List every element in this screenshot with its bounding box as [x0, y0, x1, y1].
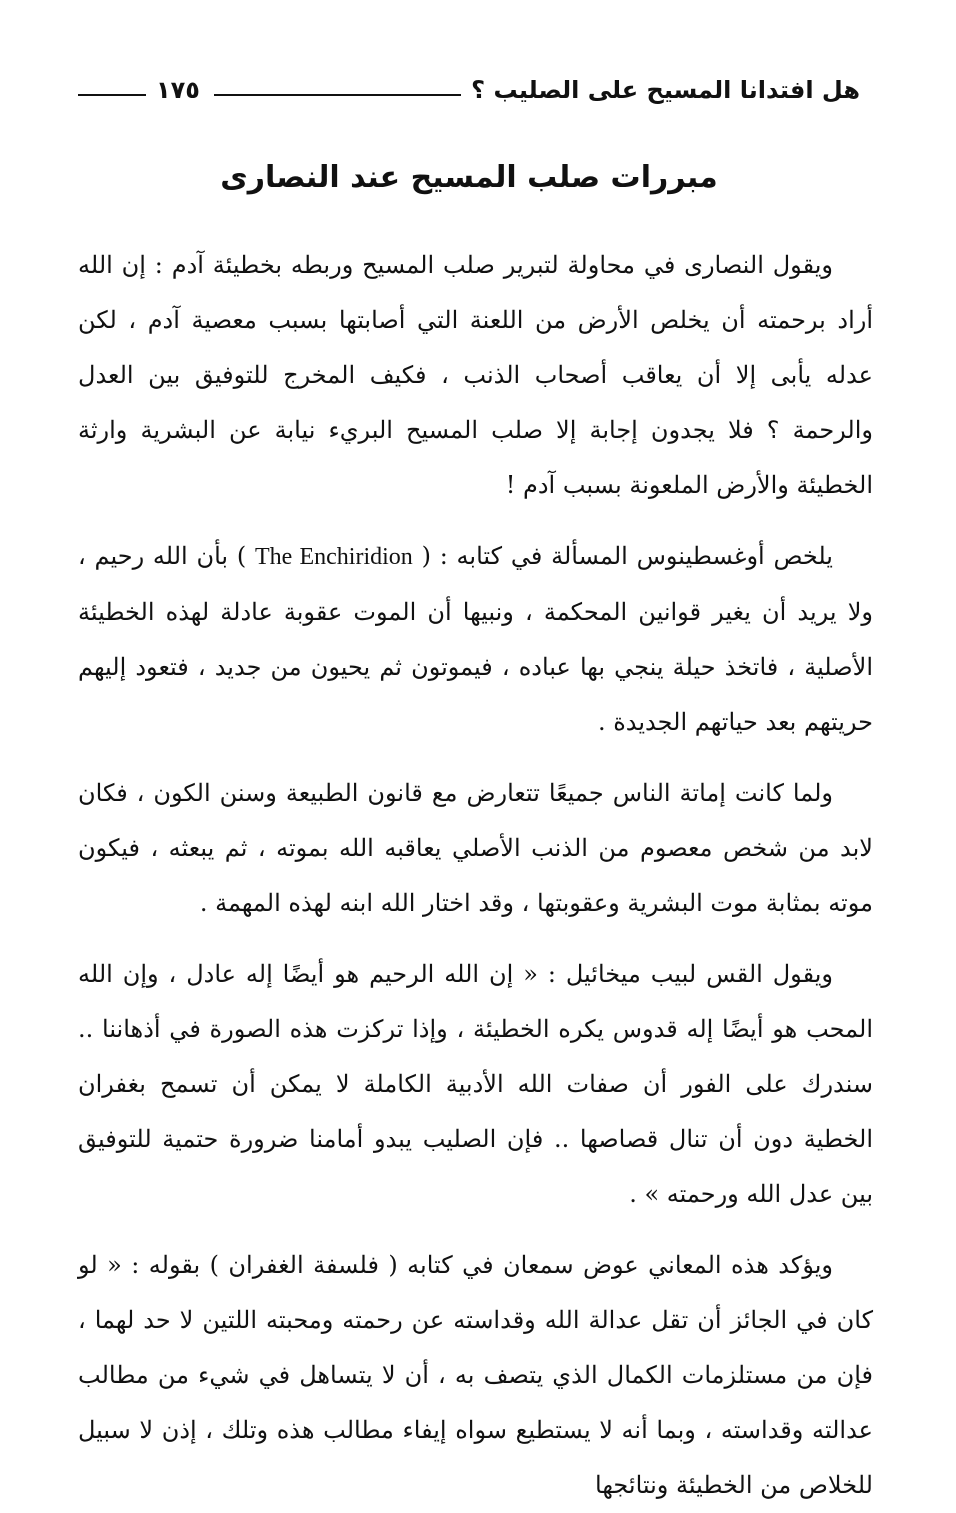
running-header-title: هل افتدانا المسيح على الصليب ؟ [471, 76, 860, 104]
paragraph: ويقول النصارى في محاولة لتبرير صلب المسيح وربطه بخطيئة آدم : إن الله أراد برحمته أن يخلص الأرض من اللعنة التي أصابتها بسبب معصية آدم ، لكن عدله يأبى إلا أن يعاقب أصحاب الذنب ، فكيف المخرج للتوفيق بين العدل والرحمة ؟ فلا يجدون إجابة إلا صلب المسيح البريء نيابة عن البشرية وارثة الخطيئة والأرض الملعونة بسبب آدم ! [78, 251, 873, 499]
paragraph-text: ) بأن الله رحيم ، ولا يريد أن يغير قوانين المحكمة ، ونبيها أن الموت عقوبة عادلة لهذه الخطيئة الأصلية ، فاتخذ حيلة ينجي بها عباده ، فيموتون ثم يحيون من جديد ، فتعود إليهم حريتهم بعد حياتهم الجديدة . [78, 542, 873, 736]
paragraph: ولما كانت إماتة الناس جميعًا تتعارض مع قانون الطبيعة وسنن الكون ، فكان لابد من شخص معصوم من الذنب الأصلي يعاقبه الله بموته ، ثم يبعثه ، فيكون موته بمثابة موت البشرية وعقوبتها ، وقد اختار الله ابنه لهذه المهمة . [78, 779, 873, 917]
header-rule-short [78, 94, 146, 96]
page-number: ١٧٥ [156, 76, 200, 104]
running-header [78, 68, 860, 112]
header-rule [214, 94, 461, 96]
book-title-latin: The Enchiridion [255, 544, 413, 570]
paragraph: ويقول القس لبيب ميخائيل : « إن الله الرحيم هو أيضًا إله عادل ، وإن الله المحب هو أيضًا إله قدوس يكره الخطيئة ، وإذا تركزت هذه الصورة في أذهاننا .. سندرك على الفور أن صفات الله الأدبية الكاملة لا يمكن أن تسمح بغفران الخطية دون أن تنال قصاصها .. فإن الصليب يبدو أمامنا ضرورة حتمية للتوفيق بين عدل الله ورحمته » . [78, 960, 873, 1208]
paragraph-text: يلخص أوغسطينوس المسألة في كتابه : ( [421, 542, 833, 570]
paragraph [78, 529, 873, 750]
paragraph: ويؤكد هذه المعاني عوض سمعان في كتابه ( فلسفة الغفران ) بقوله : « لو كان في الجائز أن تقل عدالة الله وقداسته عن رحمته ومحبته اللتين لا حد لهما ، فإن من مستلزمات الكمال الذي يتصف به ، أن لا يتساهل في شيء من مطالب عدالته وقداسته ، وبما أنه لا يستطيع سواه إيفاء مطالب هذه وتلك ، إذن لا سبيل للخلاص من الخطيئة ونتائجها [78, 1251, 873, 1499]
body-text [78, 238, 873, 1513]
section-heading: مبررات صلب المسيح عند النصارى [220, 160, 718, 195]
